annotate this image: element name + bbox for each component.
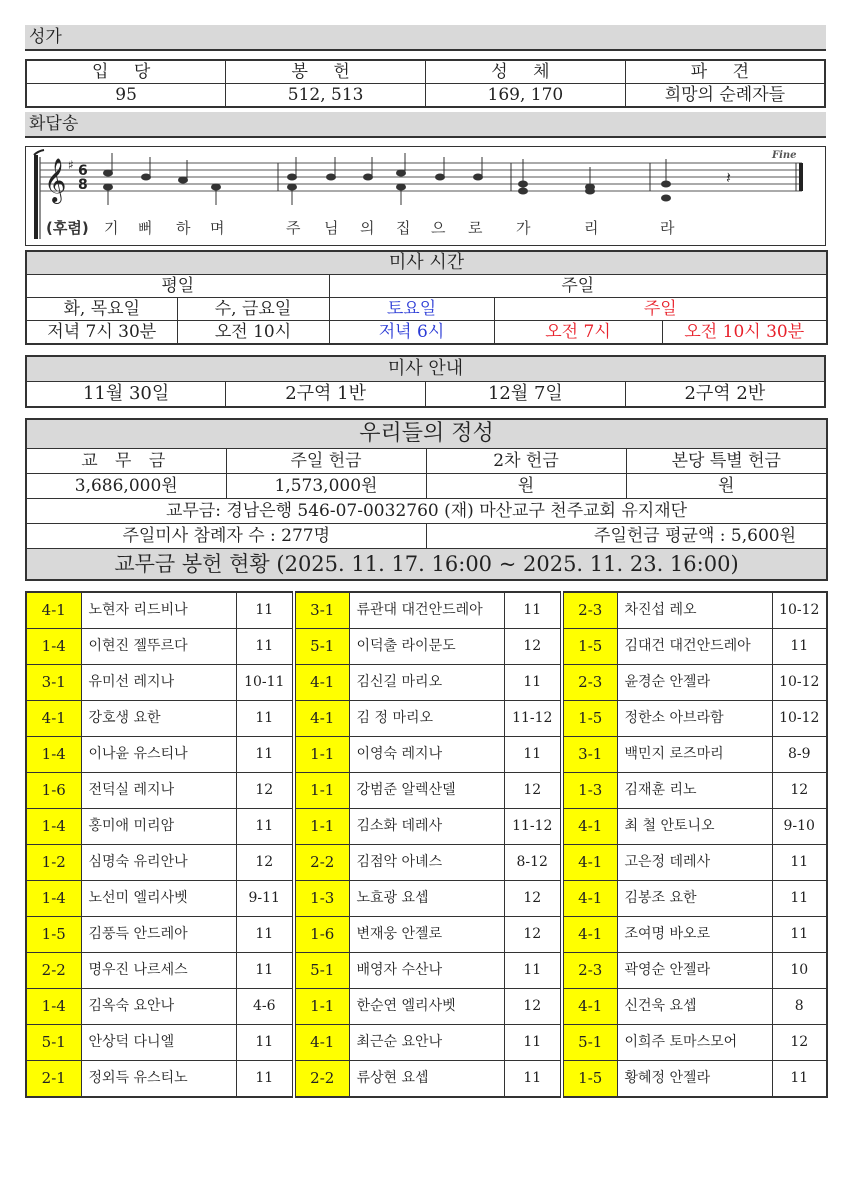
donor-zone: 1-5 [562, 701, 617, 737]
svg-text:라: 라 [660, 219, 675, 237]
donor-months: 11 [236, 953, 294, 989]
donor-zone: 4-1 [294, 665, 349, 701]
donor-zone: 4-1 [562, 881, 617, 917]
donor-zone: 4-1 [26, 701, 81, 737]
guide-date-1: 11월 30일 [26, 382, 226, 408]
svg-text:𝄞: 𝄞 [44, 158, 67, 202]
donor-name: 최 철 안토니오 [617, 809, 772, 845]
svg-text:8: 8 [78, 177, 88, 193]
guide-group-1: 2구역 1반 [226, 382, 426, 408]
donor-name: 안상덕 다니엘 [81, 1025, 236, 1061]
offering-value-special: 원 [626, 474, 827, 499]
donor-name: 한순연 엘리사벳 [349, 989, 504, 1025]
svg-text:으: 으 [431, 219, 446, 237]
mass-guide-table [25, 355, 826, 408]
donor-months: 10-12 [772, 592, 827, 629]
donor-months: 11 [772, 1061, 827, 1098]
donor-row [26, 989, 827, 1025]
dues-status-title: 교무금 봉헌 현황 (2025. 11. 17. 16:00 ~ 2025. 11. 23. 16:00) [26, 549, 827, 581]
hymn-header-communion: 성 체 [426, 60, 626, 84]
donor-row [26, 629, 827, 665]
donor-zone: 2-1 [26, 1061, 81, 1098]
donor-months: 10-12 [772, 665, 827, 701]
donor-name: 변재웅 안젤로 [349, 917, 504, 953]
donor-zone: 1-2 [26, 845, 81, 881]
donor-row [26, 592, 827, 629]
donor-zone: 5-1 [562, 1025, 617, 1061]
attendance-count: 주일미사 참례자 수 : 277명 [26, 524, 426, 549]
mass-guide-title: 미사 안내 [26, 356, 825, 382]
donor-row [26, 701, 827, 737]
donor-months: 12 [236, 845, 294, 881]
donor-row [26, 881, 827, 917]
donor-row [26, 917, 827, 953]
donor-name: 김옥숙 요안나 [81, 989, 236, 1025]
donor-row [26, 773, 827, 809]
donor-row [26, 845, 827, 881]
donor-zone: 5-1 [26, 1025, 81, 1061]
donor-name: 이나윤 유스티나 [81, 737, 236, 773]
donor-months: 12 [504, 881, 562, 917]
donor-row [26, 1025, 827, 1061]
donor-name: 차진섭 레오 [617, 592, 772, 629]
donor-name: 유미선 레지나 [81, 665, 236, 701]
donor-zone: 1-3 [294, 881, 349, 917]
weekday-group-label: 평일 [26, 275, 329, 298]
donor-months: 10-11 [236, 665, 294, 701]
svg-text:주: 주 [286, 219, 301, 237]
svg-text:♯: ♯ [68, 158, 74, 172]
average-offering: 주일헌금 평균액 : 5,600원 [426, 524, 827, 549]
donor-zone: 4-1 [562, 845, 617, 881]
svg-text:며: 며 [210, 219, 225, 237]
donor-row [26, 953, 827, 989]
donor-zone: 1-4 [26, 881, 81, 917]
donor-name: 백민지 로즈마리 [617, 737, 772, 773]
guide-group-2: 2구역 2반 [625, 382, 825, 408]
psalm-section-title: 화답송 [25, 112, 826, 138]
donor-name: 명우진 나르세스 [81, 953, 236, 989]
donor-zone: 5-1 [294, 953, 349, 989]
donor-name: 정한소 아브라함 [617, 701, 772, 737]
offering-value-sunday: 1,573,000원 [226, 474, 426, 499]
donor-name: 정외득 유스티노 [81, 1061, 236, 1098]
donor-zone: 4-1 [562, 917, 617, 953]
hymn-header-offertory: 봉 헌 [226, 60, 426, 84]
donor-zone: 3-1 [294, 592, 349, 629]
donor-months: 11 [504, 592, 562, 629]
donor-row [26, 665, 827, 701]
donor-months: 12 [504, 773, 562, 809]
donor-name: 곽영순 안젤라 [617, 953, 772, 989]
donor-name: 김신길 마리오 [349, 665, 504, 701]
donor-zone: 1-4 [26, 629, 81, 665]
donor-zone: 1-6 [294, 917, 349, 953]
donor-name: 이덕출 라이문도 [349, 629, 504, 665]
offering-header-sunday: 주일 헌금 [226, 449, 426, 474]
donor-zone: 1-5 [26, 917, 81, 953]
donor-months: 11 [772, 917, 827, 953]
donor-row [26, 1061, 827, 1098]
time-wed-fri: 오전 10시 [177, 321, 329, 345]
hymn-value-dismissal: 희망의 순례자들 [625, 84, 825, 108]
svg-text:집: 집 [396, 219, 411, 237]
sunday-group-label: 주일 [329, 275, 827, 298]
svg-text:𝄽: 𝄽 [726, 168, 731, 187]
hymn-value-communion: 169, 170 [426, 84, 626, 108]
donor-months: 11 [772, 629, 827, 665]
donor-name: 조여명 바오로 [617, 917, 772, 953]
donor-name: 류상현 요셉 [349, 1061, 504, 1098]
time-sunday-1: 오전 7시 [494, 321, 662, 345]
donor-months: 11 [236, 1025, 294, 1061]
donor-months: 12 [772, 773, 827, 809]
mass-times-title: 미사 시간 [26, 251, 827, 275]
bank-account-info: 교무금: 경남은행 546-07-0032760 (재) 마산교구 천주교회 유지재단 [26, 499, 827, 524]
donor-name: 강범준 알렉산델 [349, 773, 504, 809]
donor-zone: 1-5 [562, 1061, 617, 1098]
donor-name: 김풍득 안드레아 [81, 917, 236, 953]
donor-months: 11 [236, 737, 294, 773]
hymns-section-title: 성가 [25, 25, 826, 51]
donor-name: 김점악 아녜스 [349, 845, 504, 881]
donor-months: 11 [772, 845, 827, 881]
donor-name: 노효광 요셉 [349, 881, 504, 917]
donor-name: 김재훈 리노 [617, 773, 772, 809]
donor-months: 11 [236, 809, 294, 845]
donor-name: 이영숙 레지나 [349, 737, 504, 773]
offering-header-dues: 교 무 금 [26, 449, 226, 474]
donor-zone: 1-5 [562, 629, 617, 665]
donor-months: 11 [504, 737, 562, 773]
svg-text:6: 6 [78, 163, 88, 179]
offering-header-second: 2차 헌금 [426, 449, 626, 474]
bulletin-page [25, 25, 826, 1098]
svg-text:하: 하 [176, 219, 191, 237]
svg-text:기: 기 [104, 219, 119, 237]
day-sunday: 주일 [494, 298, 827, 321]
donor-name: 심명숙 유리안나 [81, 845, 236, 881]
donor-months: 11-12 [504, 701, 562, 737]
donor-zone: 4-1 [562, 989, 617, 1025]
time-tue-thu: 저녁 7시 30분 [26, 321, 177, 345]
hymn-value-offertory: 512, 513 [226, 84, 426, 108]
offering-header-special: 본당 특별 헌금 [626, 449, 827, 474]
donor-months: 8-9 [772, 737, 827, 773]
day-wed-fri: 수, 금요일 [177, 298, 329, 321]
donor-zone: 3-1 [26, 665, 81, 701]
donor-months: 4-6 [236, 989, 294, 1025]
donor-months: 9-10 [772, 809, 827, 845]
donor-zone: 1-6 [26, 773, 81, 809]
donor-zone: 1-4 [26, 737, 81, 773]
donor-name: 배영자 수산나 [349, 953, 504, 989]
donor-zone: 4-1 [294, 1025, 349, 1061]
donor-months: 12 [236, 773, 294, 809]
svg-text:뻐: 뻐 [138, 219, 153, 237]
hymn-header-dismissal: 파 견 [625, 60, 825, 84]
donor-name: 황혜정 안젤라 [617, 1061, 772, 1098]
donor-row [26, 809, 827, 845]
donor-name: 김대건 대건안드레아 [617, 629, 772, 665]
donor-months: 11 [504, 1025, 562, 1061]
donor-zone: 3-1 [562, 737, 617, 773]
donor-name: 류관대 대건안드레아 [349, 592, 504, 629]
donor-months: 10-12 [772, 701, 827, 737]
hymns-table [25, 59, 826, 108]
donor-months: 11 [504, 953, 562, 989]
donor-zone: 4-1 [26, 592, 81, 629]
donor-months: 8 [772, 989, 827, 1025]
donor-zone: 1-1 [294, 737, 349, 773]
donor-months: 11 [236, 917, 294, 953]
offering-value-dues: 3,686,000원 [26, 474, 226, 499]
donor-zone: 1-1 [294, 809, 349, 845]
donor-months: 8-12 [504, 845, 562, 881]
donor-name: 이현진 젤뚜르다 [81, 629, 236, 665]
svg-text:님: 님 [324, 219, 339, 237]
donor-months: 11 [236, 701, 294, 737]
donor-name: 이희주 토마스모어 [617, 1025, 772, 1061]
donor-zone: 1-3 [562, 773, 617, 809]
donor-months: 11 [236, 1061, 294, 1098]
donor-months: 10 [772, 953, 827, 989]
svg-text:Fine: Fine [772, 150, 797, 161]
donor-months: 11 [504, 665, 562, 701]
donor-months: 12 [504, 989, 562, 1025]
donor-name: 김 정 마리오 [349, 701, 504, 737]
hymn-value-entrance: 95 [26, 84, 226, 108]
donor-zone: 1-4 [26, 809, 81, 845]
donor-name: 고은정 데레사 [617, 845, 772, 881]
donor-zone: 1-1 [294, 773, 349, 809]
svg-text:가: 가 [516, 219, 531, 237]
donor-zone: 2-2 [294, 1061, 349, 1098]
donor-name: 신건욱 요셉 [617, 989, 772, 1025]
mass-times-table [25, 250, 828, 345]
donor-table [25, 591, 828, 1098]
donor-zone: 4-1 [294, 701, 349, 737]
donor-zone: 2-2 [26, 953, 81, 989]
guide-date-2: 12월 7일 [426, 382, 626, 408]
donor-months: 11-12 [504, 809, 562, 845]
offering-value-second: 원 [426, 474, 626, 499]
offerings-table [25, 418, 828, 581]
svg-text:로: 로 [468, 219, 483, 237]
donor-months: 11 [772, 881, 827, 917]
donor-name: 강호생 요한 [81, 701, 236, 737]
hymn-header-entrance: 입 당 [26, 60, 226, 84]
psalm-music-score [25, 146, 826, 246]
donor-months: 12 [504, 629, 562, 665]
donor-name: 홍미애 미리암 [81, 809, 236, 845]
donor-zone: 5-1 [294, 629, 349, 665]
donor-row [26, 737, 827, 773]
donor-zone: 2-3 [562, 592, 617, 629]
svg-text:의: 의 [360, 219, 375, 237]
donor-months: 11 [236, 592, 294, 629]
donor-months: 11 [504, 1061, 562, 1098]
donor-zone: 1-1 [294, 989, 349, 1025]
donor-name: 최근순 요안나 [349, 1025, 504, 1061]
svg-text:(후렴): (후렴) [46, 219, 89, 237]
time-saturday: 저녁 6시 [329, 321, 494, 345]
day-saturday: 토요일 [329, 298, 494, 321]
donor-zone: 2-2 [294, 845, 349, 881]
donor-months: 9-11 [236, 881, 294, 917]
donor-months: 12 [504, 917, 562, 953]
donor-name: 김소화 데레사 [349, 809, 504, 845]
svg-text:리: 리 [584, 219, 599, 237]
donor-name: 윤경순 안젤라 [617, 665, 772, 701]
day-tue-thu: 화, 목요일 [26, 298, 177, 321]
time-sunday-2: 오전 10시 30분 [662, 321, 827, 345]
music-staff-icon [26, 147, 824, 243]
donor-months: 12 [772, 1025, 827, 1061]
donor-zone: 1-4 [26, 989, 81, 1025]
donor-zone: 2-3 [562, 665, 617, 701]
donor-zone: 4-1 [562, 809, 617, 845]
offerings-title: 우리들의 정성 [26, 419, 827, 449]
donor-name: 노선미 엘리사벳 [81, 881, 236, 917]
donor-name: 노현자 리드비나 [81, 592, 236, 629]
donor-months: 11 [236, 629, 294, 665]
donor-zone: 2-3 [562, 953, 617, 989]
donor-name: 김봉조 요한 [617, 881, 772, 917]
donor-name: 전덕실 레지나 [81, 773, 236, 809]
